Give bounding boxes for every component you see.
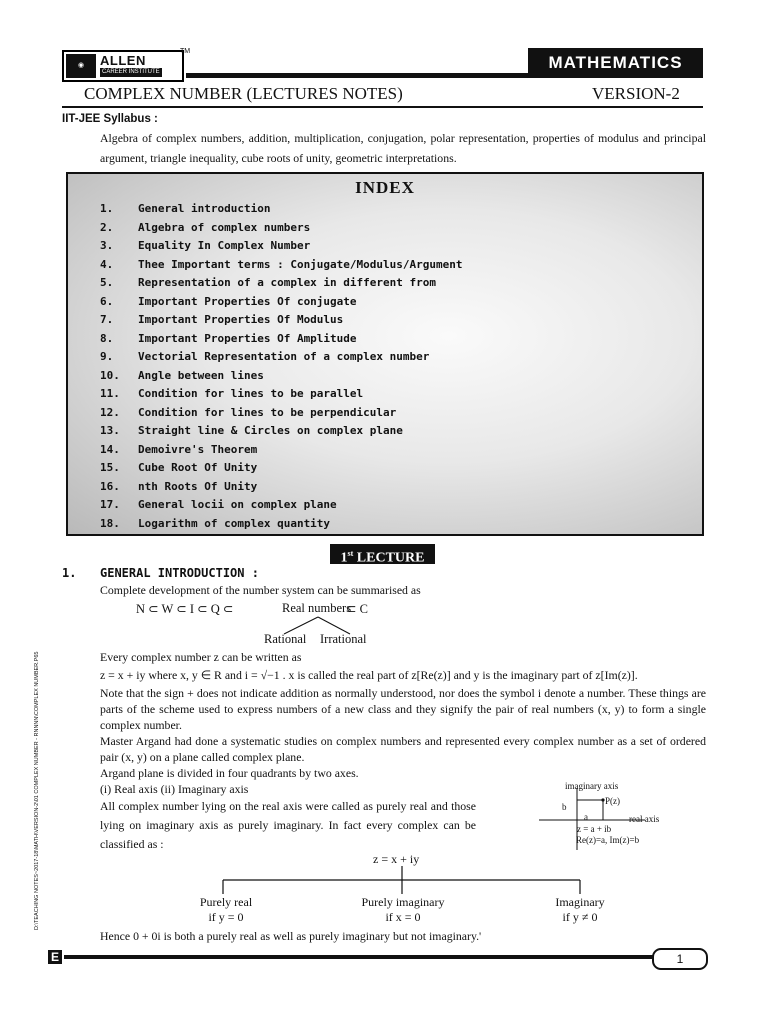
- index-item-number: 17.: [100, 498, 120, 511]
- lecture-badge: 1st LECTURE: [330, 544, 435, 564]
- index-title: INDEX: [355, 178, 415, 197]
- class-condition: if y ≠ 0: [562, 910, 598, 924]
- subject-banner: MATHEMATICS: [528, 48, 703, 78]
- index-item-label: Cube Root Of Unity: [138, 461, 258, 474]
- class-condition: if x = 0: [385, 910, 421, 924]
- index-item-number: 7.: [100, 313, 114, 326]
- index-item-number: 14.: [100, 442, 120, 456]
- rational-label: Rational: [264, 632, 307, 646]
- index-item: [100, 459, 463, 478]
- class-name: Purely imaginary: [361, 895, 445, 909]
- index-list: [100, 200, 463, 533]
- paragraph-quadrants: Argand plane is divided in four quadrants by two axes.: [100, 766, 359, 780]
- class-name: Imaginary: [555, 895, 605, 909]
- index-item-label: Logarithm of complex quantity: [138, 516, 331, 530]
- index-item: [100, 330, 463, 349]
- index-item: [100, 219, 463, 238]
- index-item: [100, 422, 463, 441]
- paragraph-classification: All complex number lying on the real axis were called as purely real and those lying on imaginary axis as purely imaginary. In fact every complex can be classified as :: [100, 799, 476, 851]
- index-item-label: Important Properties Of Amplitude: [138, 331, 357, 345]
- number-chain-left: N ⊂ W ⊂ I ⊂ Q ⊂: [136, 602, 234, 616]
- index-item-number: 4.: [100, 257, 114, 271]
- footer-rule: [64, 955, 654, 959]
- index-item: [100, 200, 463, 219]
- trademark: TM: [180, 48, 191, 55]
- paragraph-sign-note: Note that the sign + does not indicate addition as normally understood, nor does the symbol i denote a number. These things are parts of the scheme used to express numbers of a new class and they signify the pair of real numbers (x, y) to form a single complex number.: [100, 686, 706, 732]
- index-item-number: 10.: [100, 368, 120, 382]
- real-axis-label: real axis: [629, 814, 660, 824]
- document-title: COMPLEX NUMBER (LECTURES NOTES): [84, 84, 403, 103]
- index-item: [100, 385, 463, 404]
- class-purely-real: [156, 895, 296, 925]
- index-item-label: General introduction: [138, 202, 271, 215]
- section-title: GENERAL INTRODUCTION :: [100, 566, 259, 580]
- allen-logo: [62, 50, 184, 82]
- index-item-label: Condition for lines to be parallel: [138, 387, 364, 400]
- index-item: [100, 293, 463, 312]
- paragraph-complex-form: Every complex number z can be written as: [100, 650, 302, 664]
- index-item-number: 15.: [100, 461, 120, 474]
- paragraph-real-imag-parts: z = x + iy where x, y ∈ R and i = √−1 . x is called the real part of z[Re(z)] and y is the imaginary part of z[Im(z)].: [100, 668, 638, 682]
- index-item-number: 2.: [100, 220, 114, 234]
- version-label: VERSION-2: [592, 84, 680, 103]
- paragraph-axes: (i) Real axis (ii) Imaginary axis: [100, 782, 249, 796]
- index-item: [100, 478, 463, 497]
- header-rule: [186, 73, 532, 78]
- index-item-label: Algebra of complex numbers: [138, 220, 311, 234]
- a-label: a: [584, 812, 588, 822]
- index-item: [100, 404, 463, 423]
- class-condition: if y = 0: [208, 910, 244, 924]
- index-item: [100, 274, 463, 293]
- paragraph-zero-note: Hence 0 + 0i is both a purely real as well as purely imaginary but not imaginary.': [100, 929, 482, 943]
- index-item: [100, 311, 463, 330]
- index-item: [100, 348, 463, 367]
- index-item-number: 9.: [100, 350, 114, 363]
- index-item-number: 8.: [100, 331, 114, 345]
- index-item-number: 13.: [100, 424, 120, 437]
- class-name: Purely real: [199, 895, 253, 909]
- number-chain-right: ⊂ C: [346, 602, 368, 616]
- index-item-number: 12.: [100, 405, 120, 419]
- index-item-number: 5.: [100, 276, 114, 289]
- section-number: 1.: [62, 566, 77, 580]
- intro-text: Complete development of the number system can be summarised as: [100, 583, 421, 597]
- index-item-label: General locii on complex plane: [138, 498, 337, 511]
- paragraph-argand: Master Argand had done a systematic studies on complex numbers and represented every complex number as a set of ordered pair (x, y) on a plane called complex plane.: [100, 734, 706, 764]
- title-rule: [62, 106, 703, 108]
- re-im-label: Re(z)=a, Im(z)=b: [576, 835, 640, 845]
- index-item-label: Important Properties Of conjugate: [138, 294, 357, 308]
- index-item: [100, 237, 463, 256]
- index-item-label: Thee Important terms : Conjugate/Modulus/Argument: [138, 257, 463, 271]
- tree-root: z = x + iy: [373, 852, 420, 866]
- classification-tree-lines: [215, 866, 590, 896]
- index-item-label: Condition for lines to be perpendicular: [138, 405, 397, 419]
- index-item: [100, 256, 463, 275]
- class-purely-imaginary: [333, 895, 473, 925]
- index-item-label: Important Properties Of Modulus: [138, 313, 344, 326]
- index-item: [100, 515, 463, 534]
- real-numbers-label: Real numbers: [282, 601, 352, 615]
- logo-text: ALLEN: [100, 53, 146, 68]
- index-item-label: nth Roots Of Unity: [138, 479, 258, 493]
- index-item-label: Vectorial Representation of a complex number: [138, 350, 430, 363]
- index-item-number: 18.: [100, 516, 120, 530]
- point-label: P(z): [605, 796, 620, 806]
- index-item-number: 6.: [100, 294, 114, 308]
- file-path-margin: D:\TEACHING NOTES~2017-18\MATH\VERSION-2\01 COMPLEX NUMBER - RNNNN\COMPLEX NUMBER.P65: [34, 651, 40, 930]
- index-item-label: Equality In Complex Number: [138, 239, 311, 252]
- logo-subtitle: CAREER INSTITUTE: [102, 69, 160, 75]
- index-item: [100, 496, 463, 515]
- edition-mark: E: [48, 950, 62, 964]
- index-item: [100, 441, 463, 460]
- index-item-label: Angle between lines: [138, 368, 264, 382]
- imag-axis-label: imaginary axis: [565, 781, 619, 791]
- b-label: b: [562, 802, 567, 812]
- syllabus-text: Algebra of complex numbers, addition, multiplication, conjugation, polar representation, properties of modulus and principal argument, triangle inequality, cube roots of unity, geometric interpretations.: [100, 131, 706, 165]
- logo-emblem: ◉: [66, 54, 96, 78]
- page-number: 1: [652, 948, 708, 970]
- index-item-number: 16.: [100, 479, 120, 493]
- z-equation-label: z = a + ib: [577, 824, 612, 834]
- index-item-number: 1.: [100, 202, 114, 215]
- index-item-number: 3.: [100, 239, 114, 252]
- irrational-label: Irrational: [320, 632, 367, 646]
- index-item-label: Straight line & Circles on complex plane: [138, 424, 403, 437]
- index-item: [100, 367, 463, 386]
- class-imaginary: [510, 895, 650, 925]
- index-box: [66, 172, 704, 536]
- index-item-label: Representation of a complex in different from: [138, 276, 437, 289]
- index-item-label: Demoivre's Theorem: [138, 442, 258, 456]
- syllabus-label: IIT-JEE Syllabus :: [62, 113, 158, 125]
- index-item-number: 11.: [100, 387, 120, 400]
